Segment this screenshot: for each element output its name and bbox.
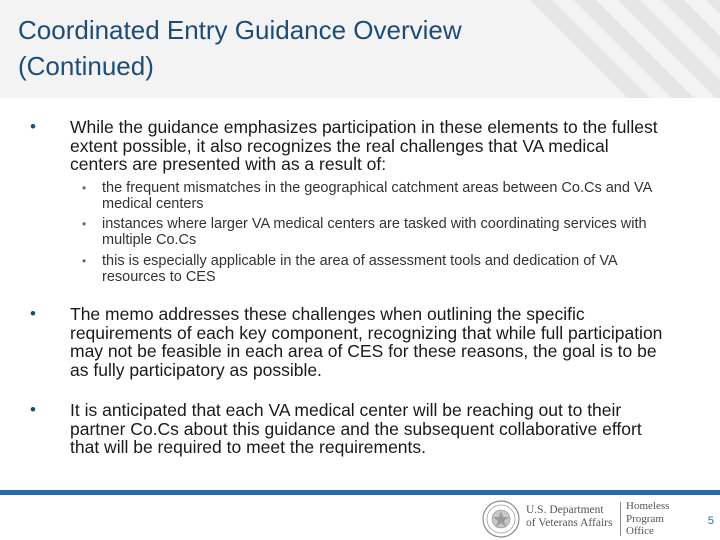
sub-bullet-3 [82, 253, 672, 285]
bullet-1-text: While the guidance emphasizes participation in these elements to the fullest extent possible, it also recognizes the real challenges that VA medical centers are presented with as a result of: [70, 117, 658, 174]
program-line-2: Program [626, 512, 664, 525]
bullet-dot: • [30, 304, 36, 323]
homeless-program-office-name [626, 500, 696, 538]
sub-bullet-1-text: the frequent mismatches in the geographical catchment areas between Co.Cs and VA medical centers [102, 180, 652, 212]
va-name-line-2: of Veterans Affairs [526, 517, 613, 529]
page-number: 5 [707, 515, 714, 527]
footer-divider [620, 502, 621, 536]
sub-bullet-dot: • [82, 181, 87, 195]
va-seal-icon [482, 500, 520, 538]
sub-bullet-dot: • [82, 217, 87, 231]
program-line-1: Homeless [626, 500, 670, 512]
bullet-3-text: It is anticipated that each VA medical center will be reaching out to their partner Co.Cs about this guidance and the subsequent collaborative effort that will be required to meet the requirements. [70, 400, 642, 457]
sub-bullet-2 [82, 216, 672, 248]
va-name-line-1: U.S. Department [526, 504, 604, 516]
slide-header [0, 0, 720, 98]
va-department-name [526, 504, 621, 530]
decorative-stripes [530, 0, 720, 98]
bullet-2-text: The memo addresses these challenges when outlining the specific requirements of each key component, recognizing that while full participation may not be feasible in each area of CES for these reasons, the goal is to be as fully participatory as possible. [70, 304, 663, 380]
sub-bullet-3-text: this is especially applicable in the area of assessment tools and dedication of VA resources to CES [102, 253, 617, 285]
sub-bullet-2-text: instances where larger VA medical centers are tasked with coordinating services with multiple Co.Cs [102, 216, 647, 248]
slide-title: Coordinated Entry Guidance Overview (Continued) [18, 15, 462, 81]
bullet-dot: • [30, 117, 36, 136]
program-line-3: Office [626, 525, 654, 537]
bullet-1 [30, 118, 670, 174]
bullet-3 [30, 401, 670, 457]
bullet-dot: • [30, 400, 36, 419]
sub-bullet-1 [82, 180, 672, 212]
bullet-2 [30, 305, 670, 379]
sub-bullet-dot: • [82, 254, 87, 268]
